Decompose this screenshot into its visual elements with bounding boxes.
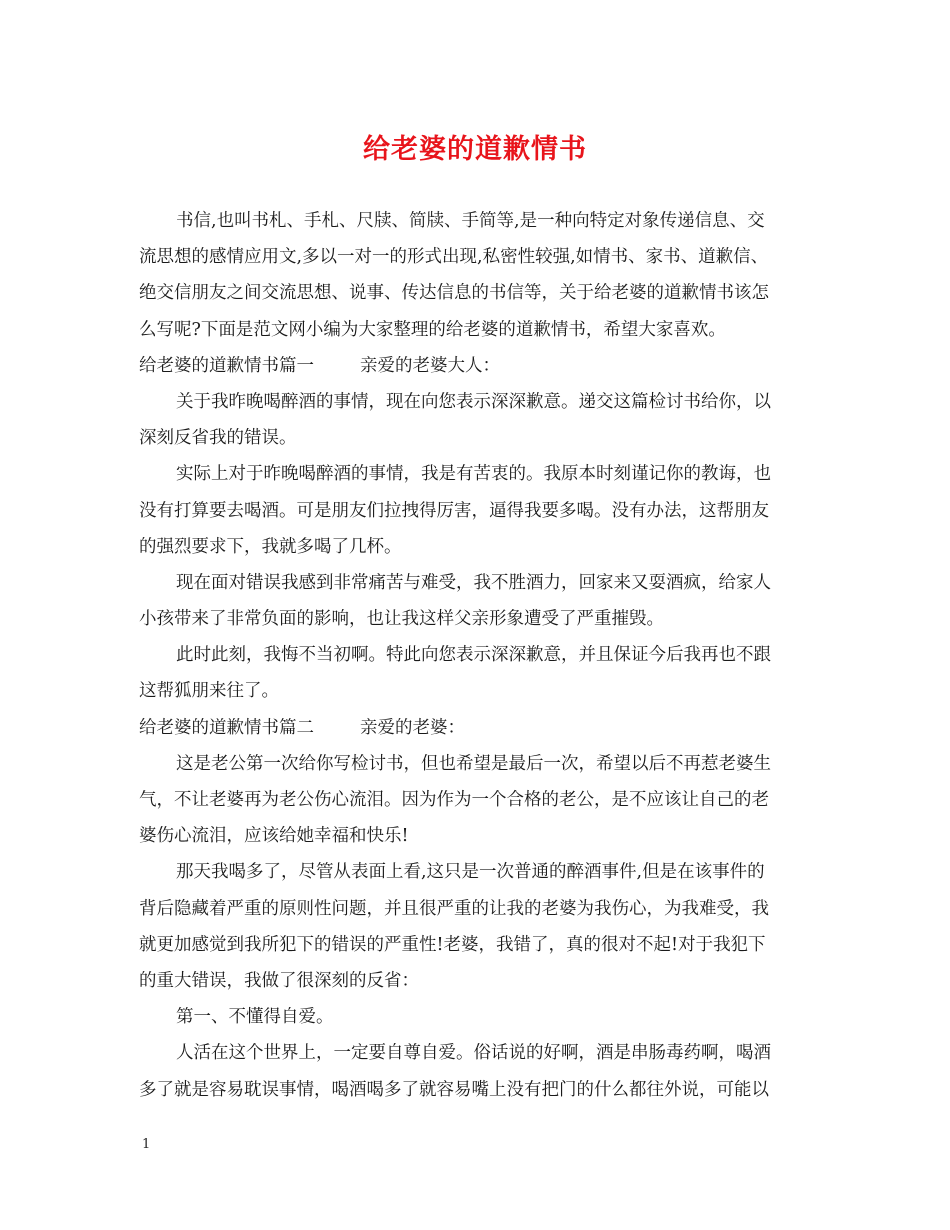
paragraph-line: 多了就是容易耽误事情，喝酒喝多了就容易嘴上没有把门的什么都往外说，可能以 — [139, 1079, 769, 1100]
paragraph-line: 书信,也叫书札、手札、尺牍、简牍、手简等,是一种向特定对象传递信息、交 — [176, 211, 765, 231]
paragraph-line: 么写呢?下面是范文网小编为大家整理的给老婆的道歉情书，希望大家喜欢。 — [139, 319, 726, 340]
section-title: 给老婆的道歉情书篇二 — [139, 717, 314, 738]
paragraph-line: 此时此刻，我悔不当初啊。特此向您表示深深歉意，并且保证今后我再也不跟 — [176, 645, 771, 666]
paragraph-line: 就更加感觉到我所犯下的错误的严重性!老婆，我错了，真的很对不起!对于我犯下 — [139, 934, 766, 955]
salutation: 亲爱的老婆大人： — [360, 355, 500, 376]
paragraph-line: 现在面对错误我感到非常痛苦与难受，我不胜酒力，回家来又耍酒疯，给家人 — [176, 572, 771, 593]
paragraph-line: 这帮狐朋来往了。 — [139, 681, 279, 702]
paragraph-line: 这是老公第一次给你写检讨书，但也希望是最后一次，希望以后不再惹老婆生 — [176, 753, 771, 774]
paragraph-line: 没有打算要去喝酒。可是朋友们拉拽得厉害，逼得我要多喝。没有办法，这帮朋友 — [139, 500, 769, 521]
paragraph-line: 的强烈要求下，我就多喝了几杯。 — [139, 536, 402, 557]
page-number: 1 — [142, 1137, 151, 1152]
document-title: 给老婆的道歉情书 — [363, 134, 587, 165]
section-heading-1 — [139, 348, 824, 384]
paragraph-line: 深刻反省我的错误。 — [139, 428, 297, 449]
section-heading-2 — [139, 710, 824, 746]
paragraph-line: 第一、不懂得自爱。 — [176, 1007, 334, 1028]
paragraph-line: 婆伤心流泪，应该给她幸福和快乐! — [139, 826, 409, 847]
paragraph-line: 绝交信朋友之间交流思想、说事、传达信息的书信等，关于给老婆的道歉情书该怎 — [139, 283, 769, 304]
paragraph-line: 流思想的感情应用文,多以一对一的形式出现,私密性较强,如情书、家书、道歉信、 — [139, 247, 769, 268]
paragraph-line: 的重大错误，我做了很深刻的反省： — [139, 970, 419, 991]
paragraph-line: 那天我喝多了，尽管从表面上看,这只是一次普通的醉酒事件,但是在该事件的 — [176, 862, 765, 883]
paragraph-line: 实际上对于昨晚喝醉酒的事情，我是有苦衷的。我原本时刻谨记你的教诲，也 — [176, 464, 771, 485]
paragraph-line: 小孩带来了非常负面的影响，也让我这样父亲形象遭受了严重摧毁。 — [139, 609, 664, 630]
salutation: 亲爱的老婆： — [360, 717, 465, 738]
paragraph-line: 关于我昨晚喝醉酒的事情，现在向您表示深深歉意。递交这篇检讨书给你，以 — [176, 391, 771, 412]
paragraph-line: 人活在这个世界上，一定要自尊自爱。俗话说的好啊，酒是串肠毒药啊，喝酒 — [176, 1043, 771, 1064]
document-body — [139, 203, 824, 1108]
section-title: 给老婆的道歉情书篇一 — [139, 355, 314, 376]
paragraph-line: 背后隐藏着严重的原则性问题，并且很严重的让我的老婆为我伤心，为我难受，我 — [139, 898, 769, 919]
paragraph-line: 气，不让老婆再为老公伤心流泪。因为作为一个合格的老公，是不应该让自己的老 — [139, 790, 769, 810]
